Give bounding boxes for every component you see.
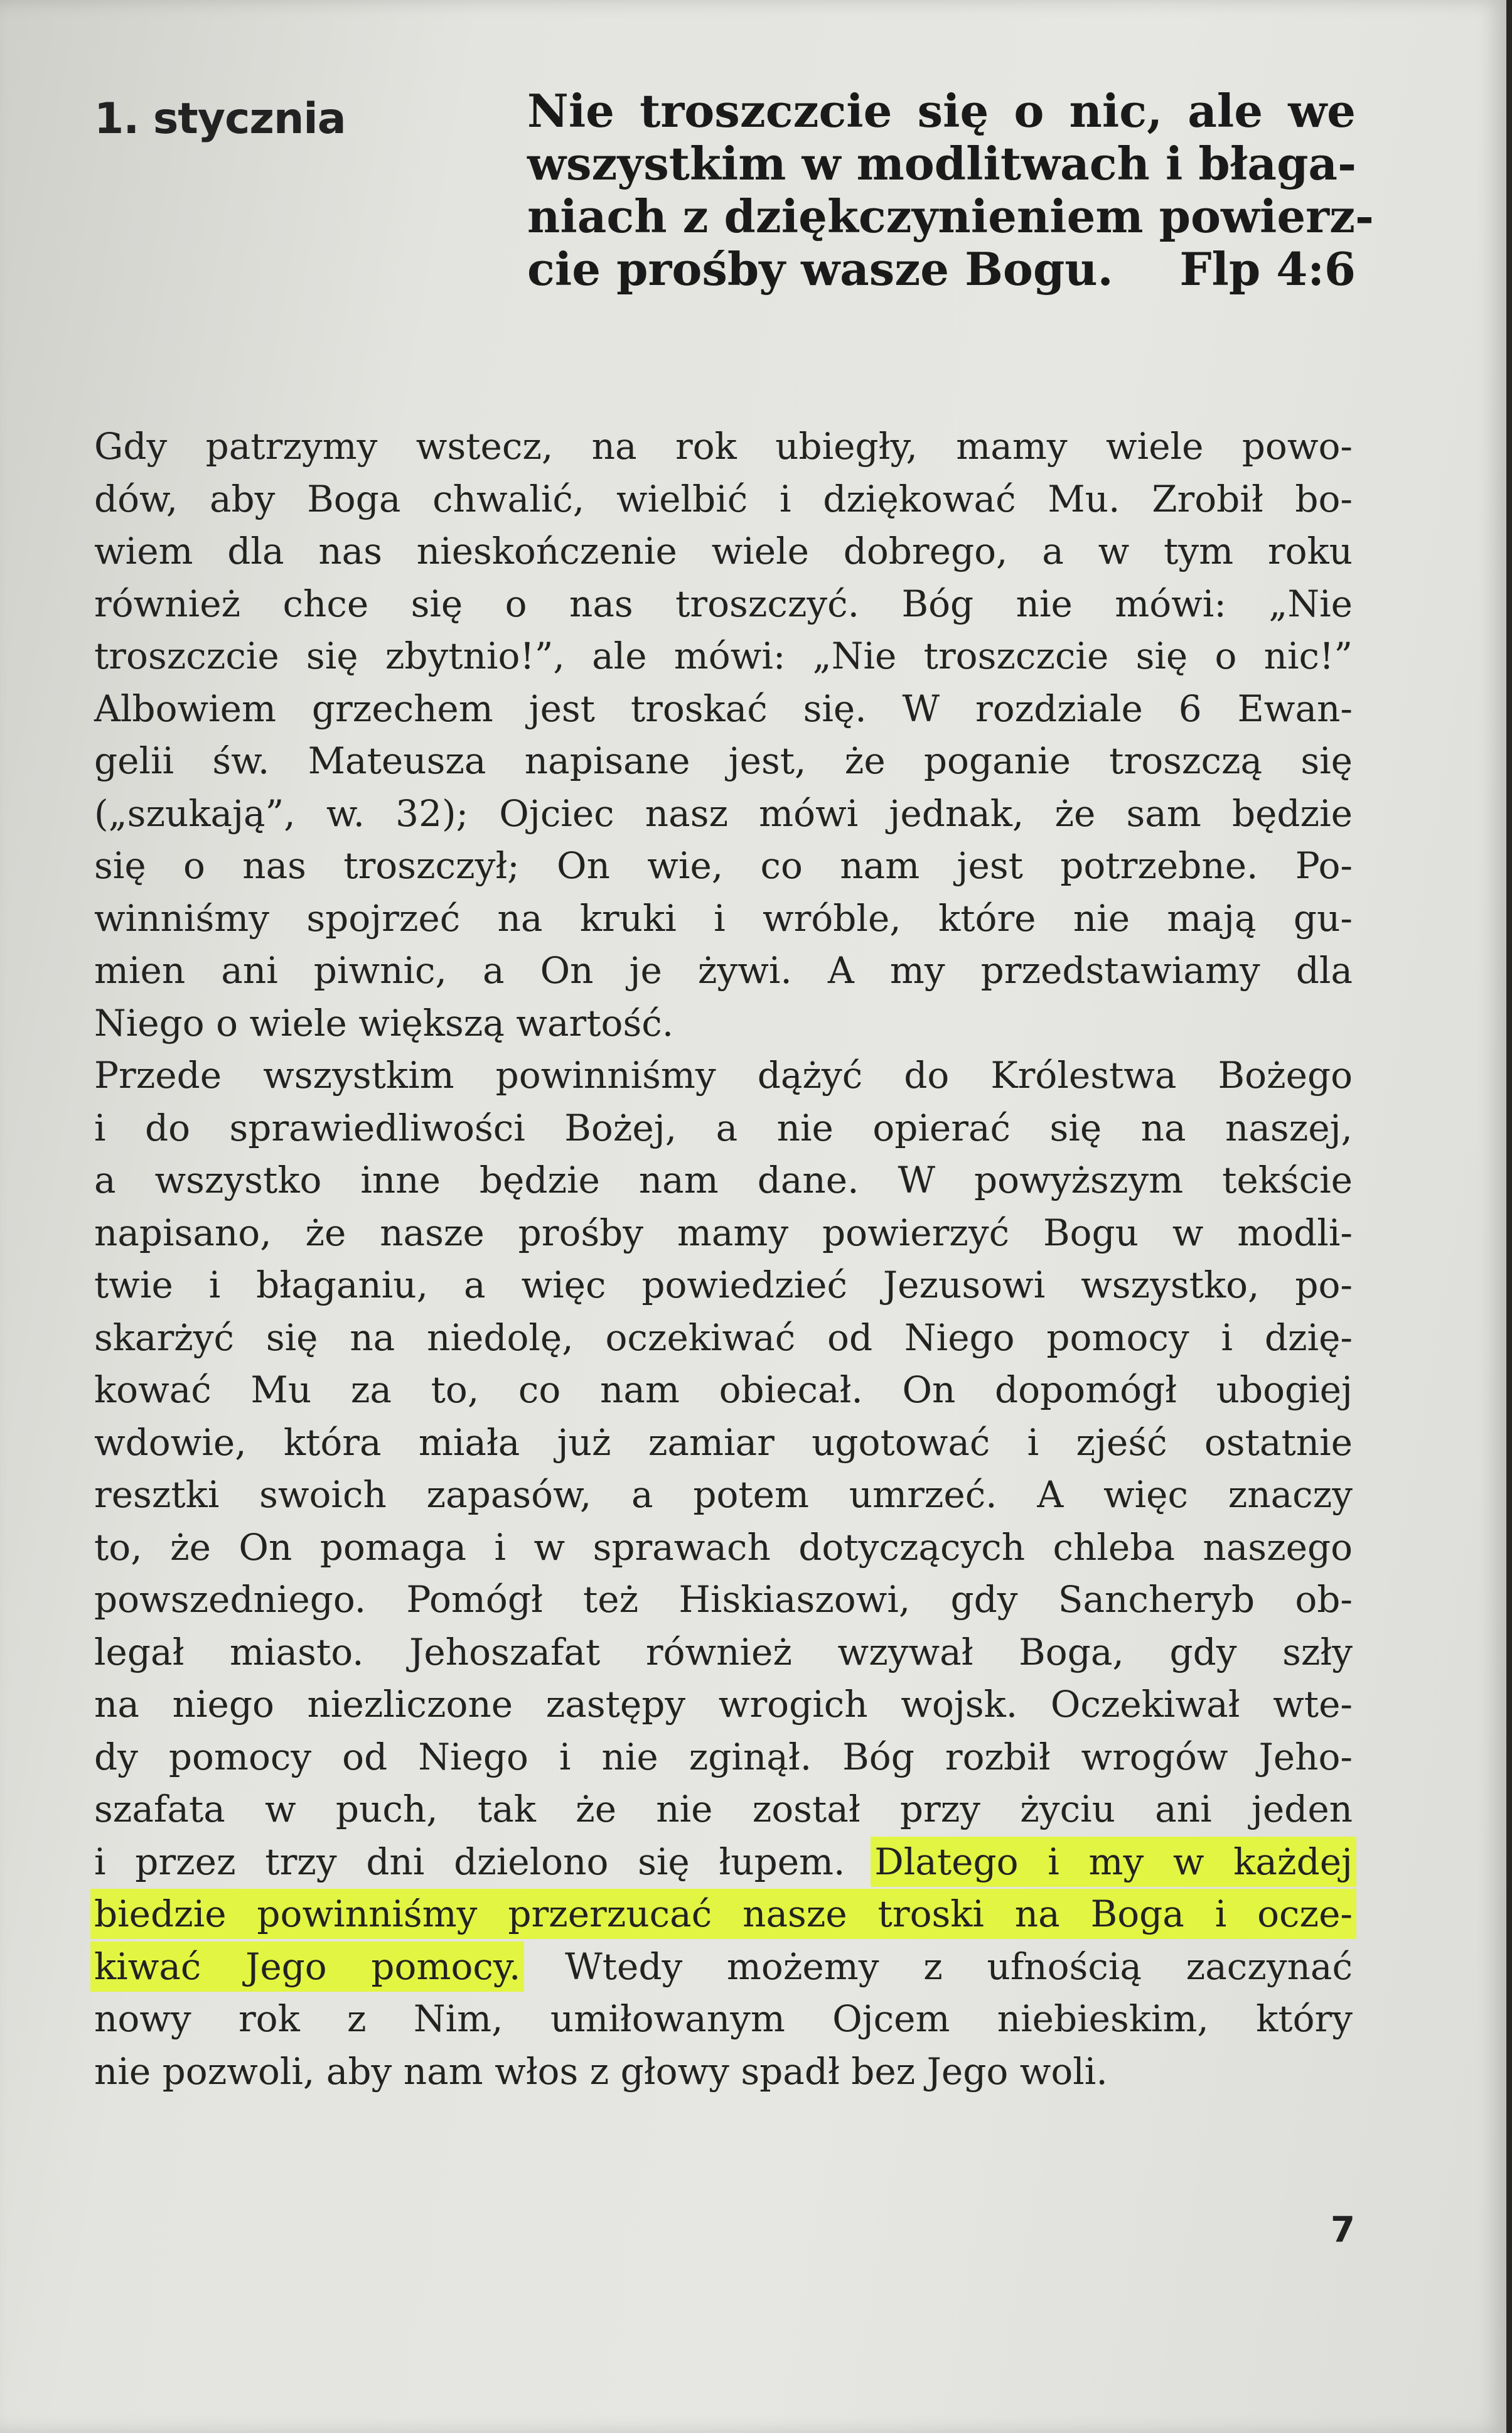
devotional-date: 1. stycznia xyxy=(94,94,346,144)
page-number: 7 xyxy=(1331,2210,1355,2250)
body-line: Gdy patrzymy wstecz, na rok ubiegły, mamy wiele powo- xyxy=(94,425,1353,468)
body-line: to, że On pomaga i w sprawach dotyczących chleba naszego xyxy=(94,1525,1353,1569)
body-line: się o nas troszczył; On wie, co nam jest potrzebne. Po- xyxy=(94,844,1353,887)
body-line: również chce się o nas troszczyć. Bóg nie mówi: „Nie xyxy=(94,582,1353,625)
body-text-plain: Wtedy możemy z ufnością zaczynać xyxy=(565,1945,1353,1988)
body-line: a wszystko inne będzie nam dane. W powyższym tekście xyxy=(94,1159,1353,1201)
body-line: nowy rok z Nim, umiłowanym Ojcem niebieskim, który xyxy=(94,1997,1353,2040)
highlighted-text: biedzie powinniśmy przerzucać nasze troski na Boga i ocze- xyxy=(94,1893,1353,1935)
body-line: twie i błaganiu, a więc powiedzieć Jezusowi wszystko, po- xyxy=(94,1264,1353,1306)
body-line: dy pomocy od Niego i nie zginął. Bóg rozbił wrogów Jeho- xyxy=(94,1735,1353,1778)
verse-line: niach z dziękczynieniem powierz- xyxy=(527,190,1374,243)
body-line: winniśmy spojrzeć na kruki i wróble, które nie mają gu- xyxy=(94,896,1353,940)
body-line: wdowie, która miała już zamiar ugotować i zjeść ostatnie xyxy=(94,1421,1353,1464)
body-line: („szukają”, w. 32); Ojciec nasz mówi jednak, że sam będzie xyxy=(94,792,1353,835)
verse-line-last xyxy=(527,243,1356,296)
body-line: na niego niezliczone zastępy wrogich wojsk. Oczekiwał wte- xyxy=(94,1683,1353,1726)
body-line: Albowiem grzechem jest troskać się. W rozdziale 6 Ewan- xyxy=(94,687,1353,730)
body-text xyxy=(94,421,1353,2098)
highlighted-text: Dlatego i my w każdej xyxy=(874,1840,1353,1883)
body-line-highlighted xyxy=(94,1888,1353,1941)
body-line: napisano, że nasze prośby mamy powierzyć Bogu w modli- xyxy=(94,1211,1353,1254)
verse-line-text: cie prośby wasze Bogu. xyxy=(527,242,1113,296)
body-line: kować Mu za to, co nam obiecał. On dopomógł ubogiej xyxy=(94,1368,1353,1411)
verse-line: wszystkim w modlitwach i błaga- xyxy=(527,137,1356,190)
verse-line: Nie troszczcie się o nic, ale we xyxy=(527,84,1356,137)
body-line: szafata w puch, tak że nie został przy życiu ani jeden xyxy=(94,1788,1353,1830)
body-line: i do sprawiedliwości Bożej, a nie opierać się na naszej, xyxy=(94,1106,1353,1149)
body-line: Niego o wiele większą wartość. xyxy=(94,1001,674,1045)
body-line: resztki swoich zapasów, a potem umrzeć. A więc znaczy xyxy=(94,1473,1353,1516)
body-line: powszedniego. Pomógł też Hiskiaszowi, gdy Sancheryb ob- xyxy=(94,1578,1353,1621)
body-line: legał miasto. Jehoszafat również wzywał Boga, gdy szły xyxy=(94,1630,1353,1673)
verse-reference: Flp 4:6 xyxy=(1179,242,1356,296)
body-line: gelii św. Mateusza napisane jest, że poganie troszczą się xyxy=(94,739,1353,782)
body-line: mien ani piwnic, a On je żywi. A my przedstawiamy dla xyxy=(94,949,1353,992)
bible-verse xyxy=(527,84,1374,296)
body-line-mixed xyxy=(94,1941,1353,1994)
body-text-plain: i przez trzy dni dzielono się łupem. xyxy=(94,1840,845,1883)
body-line: skarżyć się na niedolę, oczekiwać od Niego pomocy i dzię- xyxy=(94,1316,1353,1359)
body-line: dów, aby Boga chwalić, wielbić i dziękować Mu. Zrobił bo- xyxy=(94,477,1353,520)
body-line: troszczcie się zbytnio!”, ale mówi: „Nie troszczcie się o nic!” xyxy=(94,635,1353,677)
body-line: Przede wszystkim powinniśmy dążyć do Królestwa Bożego xyxy=(94,1054,1353,1097)
body-line-mixed xyxy=(94,1836,1353,1889)
highlighted-text: kiwać Jego pomocy. xyxy=(94,1945,521,1988)
body-line: wiem dla nas nieskończenie wiele dobrego, a w tym roku xyxy=(94,530,1353,572)
body-line: nie pozwoli, aby nam włos z głowy spadł bez Jego woli. xyxy=(94,2049,1108,2093)
